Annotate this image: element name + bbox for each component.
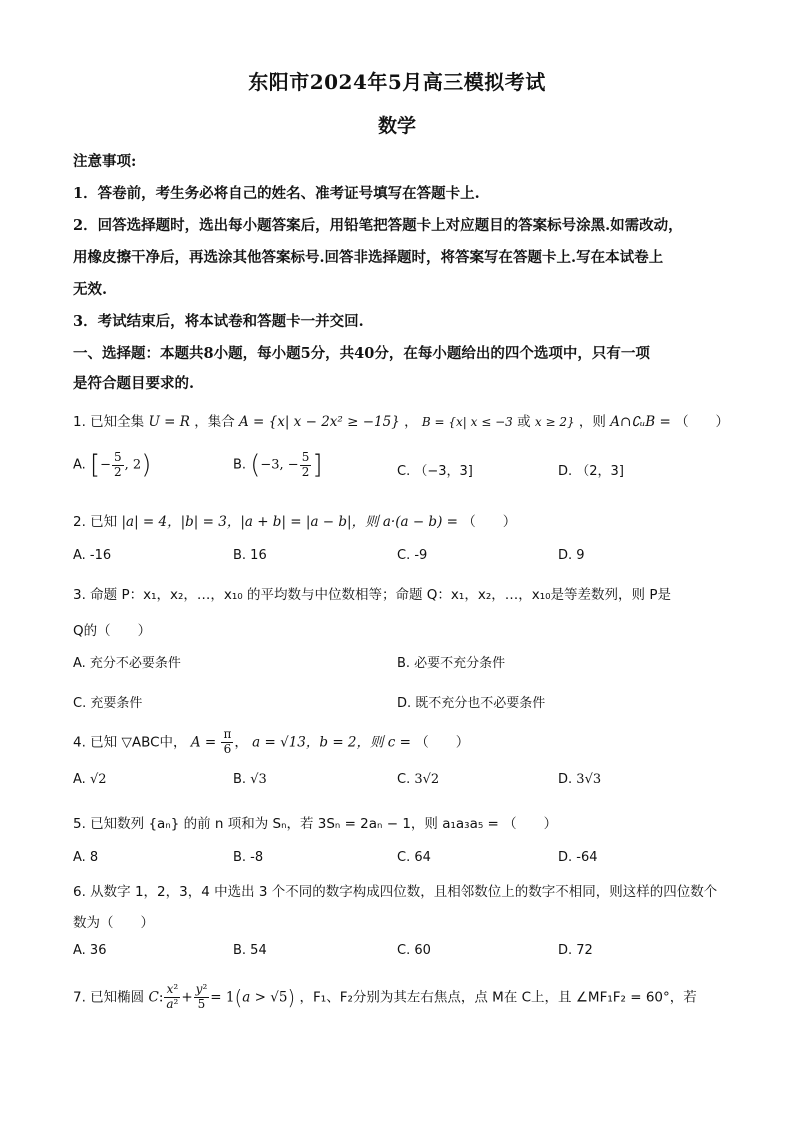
q6-option-a: A. 36	[73, 943, 107, 958]
q1-option-b: B. (−3, − $\frac{5}{2}$ ]	[233, 449, 323, 480]
q1-expression: A∩∁ᵤB =	[610, 414, 671, 430]
page-title: 东阳市2024年5月高三模拟考试	[248, 70, 546, 94]
q5-option-c: C. 64	[397, 850, 431, 865]
q1-stem-text: ，则	[578, 414, 606, 430]
q2-stem-text: 2. 已知	[73, 514, 118, 530]
question-5-stem	[73, 812, 557, 832]
q1-stem-text: ，	[404, 414, 418, 430]
q7-condition: ，F₁、F₂分别为其左右焦点，点 M在 C上，且 ∠MF₁F₂ = 60°，若	[299, 989, 697, 1006]
notes-heading: 注意事项:	[73, 153, 137, 170]
q2-option-a: A. -16	[73, 548, 112, 563]
q7-stem-text: 7. 已知椭圆	[73, 989, 145, 1006]
question-3-line2: Q的（ ）	[73, 623, 152, 639]
option-value: 3√2	[414, 772, 440, 787]
q1-option-a: A. [− $\frac{5}{2}$ , 2)	[73, 449, 152, 480]
note-item: 3．考试结束后，将本试卷和答题卡一并交回.	[73, 313, 364, 330]
q2-expression: a·(a − b) =	[382, 514, 458, 530]
q5-option-a: A. 8	[73, 850, 99, 865]
q3-option-c: C. 充要条件	[73, 696, 143, 711]
q4-stem-text: 4. 已知 ▽ABC中，	[73, 734, 187, 751]
option-label: C.	[397, 772, 411, 787]
section-heading: 一、选择题：本题共8小题，每小题5分，共40分，在每小题给出的四个选项中，只有一项	[73, 345, 650, 362]
option-value: √3	[250, 772, 267, 787]
option-label: D.	[558, 772, 573, 787]
q1-option-d: D. （2，3]	[558, 464, 624, 479]
q4-option-a	[73, 772, 107, 787]
q2-option-c: C. -9	[397, 548, 428, 563]
option-label: B.	[233, 457, 247, 473]
q1-or: 或	[517, 414, 531, 430]
q5-option-b: B. -8	[233, 850, 264, 865]
section-heading-cont: 是符合题目要求的.	[73, 375, 195, 392]
q1-universal-set: U = R	[148, 414, 190, 430]
subject-title: 数学	[377, 115, 416, 137]
q3-option-b: B. 必要不充分条件	[397, 656, 506, 671]
question-2-stem	[73, 510, 516, 530]
q1-set-b-end: x ≥ 2}	[534, 415, 575, 429]
option-value: √2	[89, 772, 107, 787]
q5-stem-text: 5. 已知数列 {aₙ} 的前 n 项和为 Sₙ，若 3Sₙ = 2aₙ − 1，则 a₁a₃a₅ =	[73, 816, 499, 832]
note-item: 1．答卷前，考生务必将自己的姓名、准考证号填写在答题卡上.	[73, 185, 480, 202]
q6-option-d: D. 72	[558, 943, 593, 958]
q4-condition: a = √13，b = 2，则 c =	[252, 734, 411, 751]
q1-set-a: A = {x| x − 2x² ≥ −15}	[239, 414, 400, 430]
q1-option-c: C. （−3，3]	[397, 464, 473, 479]
note-item: 用橡皮擦干净后，再选涂其他答案标号.回答非选择题时，将答案写在答题卡上.写在本试卷上	[73, 249, 664, 266]
q4-option-b	[233, 772, 267, 787]
q6-option-c: C. 60	[397, 943, 431, 958]
note-item: 2．回答选择题时，选出每小题答案后，用铅笔把答题卡上对应题目的答案标号涂黑.如需改动，	[73, 217, 683, 234]
q6-option-b: B. 54	[233, 943, 267, 958]
q2-condition: |a| = 4，|b| = 3，|a + b| = |a − b|，则	[121, 514, 379, 530]
option-value: 3√3	[576, 772, 602, 787]
q1-stem-text: 1. 已知全集	[73, 414, 145, 430]
question-1-stem	[73, 410, 729, 430]
question-6-line1: 6. 从数字 1，2，3，4 中选出 3 个不同的数字构成四位数，且相邻数位上的数字不相同，则这样的四位数个	[73, 884, 718, 900]
q2-option-d: D. 9	[558, 548, 585, 563]
q2-option-b: B. 16	[233, 548, 267, 563]
q3-option-a: A. 充分不必要条件	[73, 656, 181, 671]
q5-answer-blank: （ ）	[503, 816, 558, 832]
q4-option-c	[397, 772, 439, 787]
q2-answer-blank: （ ）	[462, 514, 517, 530]
option-label: A.	[73, 772, 86, 787]
q1-stem-text: ，集合	[194, 414, 235, 430]
q3-option-d: D. 既不充分也不必要条件	[397, 696, 546, 711]
question-6-line2: 数为（ ）	[73, 915, 154, 931]
question-3-line1: 3. 命题 P：x₁，x₂，…，x₁₀ 的平均数与中位数相等；命题 Q：x₁，x₂，…，x₁₀是等差数列，则 P是	[73, 587, 671, 603]
q4-option-d	[558, 772, 601, 787]
option-label: A.	[73, 457, 86, 473]
option-label: B.	[233, 772, 247, 787]
question-7-stem: 7. 已知椭圆 C: $\frac{\text{x²}}{\text{a²}}$ + $\frac{\text{y²}}{5}$ = 1(a > √5) ，F₁、F₂分别为其左右焦点，点 M在 C上，且 ∠MF₁F₂ = 60°，若	[73, 982, 697, 1011]
note-item: 无效.	[73, 281, 108, 298]
q5-option-d: D. -64	[558, 850, 598, 865]
q1-set-b: B = {x| x ≤ −3	[421, 415, 513, 429]
q4-answer-blank: （ ）	[415, 734, 470, 751]
q1-answer-blank: （ ）	[675, 414, 730, 430]
question-4-stem: 4. 已知 ▽ABC中， A = $\frac{\pi}{6}$ ， a = √13，b = 2，则 c = （ ）	[73, 727, 470, 756]
